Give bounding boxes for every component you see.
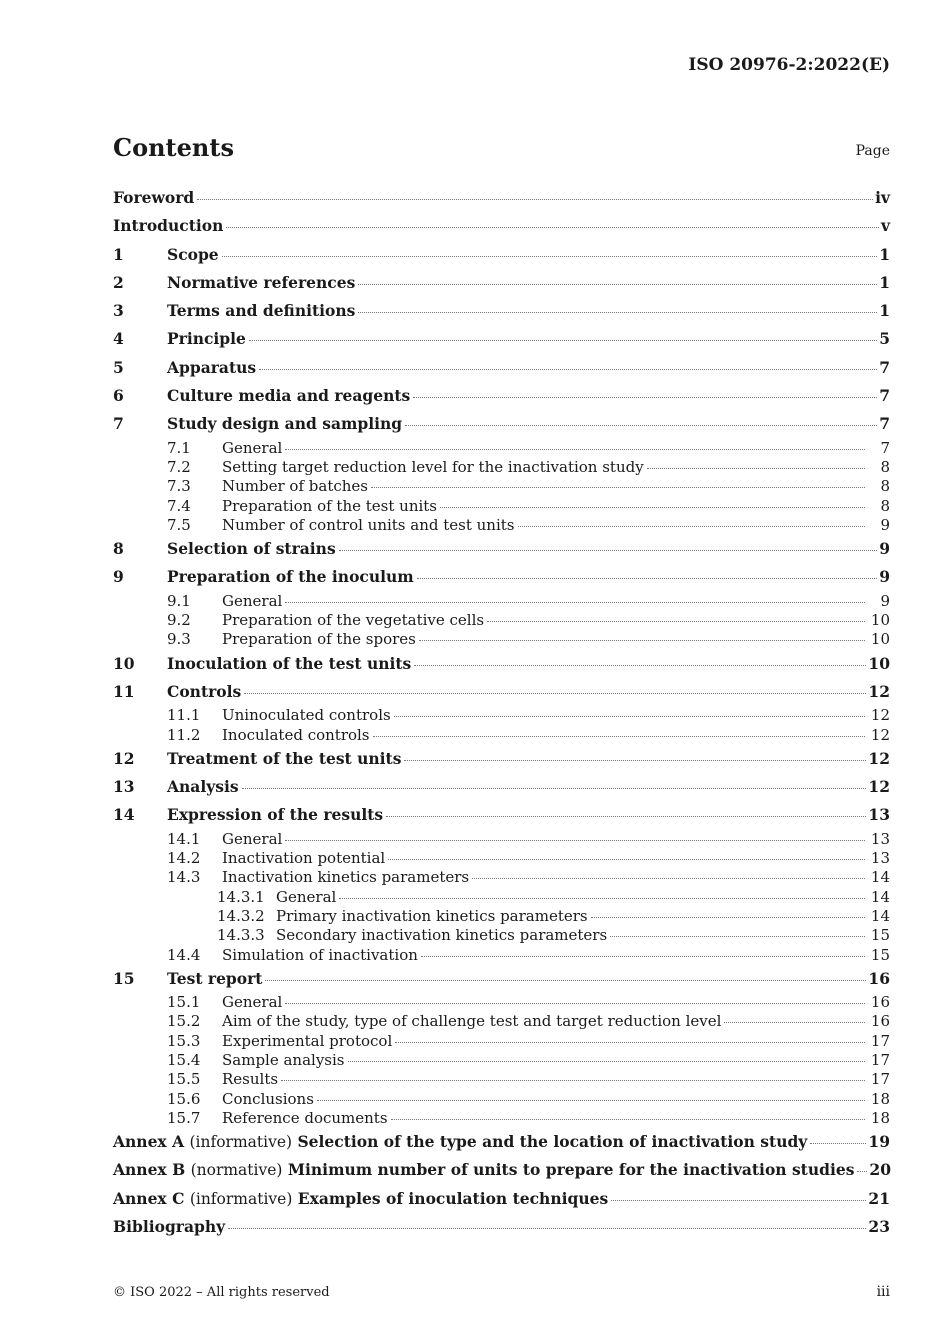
toc-entry-title: Introduction xyxy=(113,216,224,236)
annex-type: (informative) xyxy=(189,1189,293,1208)
toc-entry[interactable] xyxy=(113,297,890,325)
toc-entry-number: 15.7 xyxy=(167,1108,201,1127)
toc-entry-page: 8 xyxy=(880,496,890,515)
toc-entry-page: 7 xyxy=(880,438,890,457)
copyright-notice: © ISO 2022 – All rights reserved xyxy=(113,1285,330,1300)
toc-entry-title: General xyxy=(222,829,283,848)
toc-entry-number: 12 xyxy=(113,748,135,768)
toc-entry-page: 17 xyxy=(870,1070,890,1089)
toc-entry[interactable] xyxy=(113,706,890,725)
toc-entry-title: Controls xyxy=(167,681,242,701)
toc-entry-title: Reference documents xyxy=(222,1108,388,1127)
toc-entry-number: 1 xyxy=(113,244,124,264)
toc-entry-page: 14 xyxy=(870,906,890,925)
toc-entry[interactable] xyxy=(113,926,890,945)
toc-entry-title: General xyxy=(276,887,337,906)
toc-entry-number: 13 xyxy=(113,777,135,797)
toc-entry-number: 7.4 xyxy=(167,496,191,515)
toc-entry[interactable] xyxy=(113,592,890,611)
toc-entry-number: 9 xyxy=(113,567,124,587)
dot-leader xyxy=(265,980,866,981)
toc-entry-title: Examples of inoculation techniques xyxy=(297,1188,609,1208)
dot-leader xyxy=(386,816,866,817)
dot-leader xyxy=(417,578,878,579)
toc-entry-title: Number of batches xyxy=(222,477,368,496)
dot-leader xyxy=(244,693,866,694)
toc-entry[interactable] xyxy=(113,773,890,801)
toc-entry[interactable] xyxy=(113,1109,890,1128)
toc-entry-title: Treatment of the test units xyxy=(167,748,402,768)
toc-entry[interactable] xyxy=(113,1012,890,1031)
dot-leader xyxy=(395,1042,865,1043)
toc-entry-page: 1 xyxy=(879,301,890,321)
toc-entry-title: Analysis xyxy=(167,777,239,797)
toc-entry-number: 11.2 xyxy=(167,725,201,744)
toc-entry-number: 14.3.3 xyxy=(217,926,265,945)
toc-entry[interactable] xyxy=(113,212,890,240)
dot-leader xyxy=(228,1228,866,1229)
toc-entry[interactable] xyxy=(113,1185,890,1213)
toc-entry-number: 14.3.1 xyxy=(217,887,265,906)
toc-entry[interactable] xyxy=(113,946,890,965)
dot-leader xyxy=(394,716,865,717)
dot-leader xyxy=(413,397,877,398)
toc-entry-title: Conclusions xyxy=(222,1089,314,1108)
dot-leader xyxy=(285,449,865,450)
toc-entry-page: 10 xyxy=(868,653,890,673)
toc-entry-number: 3 xyxy=(113,301,124,321)
toc-entry-number: 10 xyxy=(113,653,135,673)
toc-entry-page: 21 xyxy=(868,1188,890,1208)
toc-entry[interactable] xyxy=(113,1128,890,1156)
dot-leader xyxy=(242,788,867,789)
toc-entry-title: Preparation of the vegetative cells xyxy=(222,611,485,630)
dot-leader xyxy=(421,956,865,957)
toc-entry-number: 14.3.2 xyxy=(217,906,265,925)
dot-leader xyxy=(405,425,877,426)
toc-annex-heading xyxy=(113,1156,854,1184)
dot-leader xyxy=(611,1200,866,1201)
toc-entry-title: Study design and sampling xyxy=(167,414,403,434)
toc-entry-number: 6 xyxy=(113,386,124,406)
dot-leader xyxy=(222,256,878,257)
page-title: Contents xyxy=(113,133,234,162)
toc-entry[interactable] xyxy=(113,382,890,410)
dot-leader xyxy=(810,1143,866,1144)
toc-entry[interactable] xyxy=(113,745,890,773)
toc-entry[interactable] xyxy=(113,410,890,438)
toc-entry-page: 8 xyxy=(880,477,890,496)
toc-entry[interactable] xyxy=(113,1070,890,1089)
toc-entry[interactable] xyxy=(113,650,890,678)
toc-entry[interactable] xyxy=(113,563,890,591)
toc-entry-number: 4 xyxy=(113,329,124,349)
toc-entry-page: 7 xyxy=(879,357,890,377)
toc-entry[interactable] xyxy=(113,678,890,706)
toc-entry-page: 13 xyxy=(870,849,890,868)
toc-entry-page: 9 xyxy=(880,515,890,534)
dot-leader xyxy=(317,1100,865,1101)
toc-entry-page: 10 xyxy=(870,611,890,630)
toc-entry-number: 14.4 xyxy=(167,945,201,964)
dot-leader xyxy=(373,736,865,737)
toc-entry[interactable] xyxy=(113,888,890,907)
toc-entry-title: Principle xyxy=(167,329,246,349)
toc-entry-title: Selection of the type and the location of inactivation study xyxy=(297,1132,808,1152)
dot-leader xyxy=(358,284,877,285)
toc-entry-page: 7 xyxy=(879,414,890,434)
toc-entry-title: Inoculation of the test units xyxy=(167,653,412,673)
toc-entry-page: 1 xyxy=(879,244,890,264)
toc-entry[interactable] xyxy=(113,993,890,1012)
dot-leader xyxy=(419,640,865,641)
toc-entry[interactable] xyxy=(113,830,890,849)
annex-label: Annex A xyxy=(113,1132,185,1152)
toc-annex-heading xyxy=(113,1128,807,1156)
dot-leader xyxy=(285,840,865,841)
toc-entry-number: 8 xyxy=(113,539,124,559)
toc-entry-page: 12 xyxy=(868,777,890,797)
toc-entry[interactable] xyxy=(113,630,890,649)
dot-leader xyxy=(391,1119,865,1120)
annex-type: (informative) xyxy=(189,1133,293,1152)
toc-entry-page: 5 xyxy=(879,329,890,349)
toc-entry-page: v xyxy=(880,216,890,236)
toc-entry-title: Setting target reduction level for the inactivation study xyxy=(222,457,644,476)
dot-leader xyxy=(518,526,866,527)
toc-entry-title: Test report xyxy=(167,968,263,988)
toc-entry[interactable] xyxy=(113,354,890,382)
toc-entry-page: 23 xyxy=(868,1217,890,1237)
dot-leader xyxy=(226,227,879,228)
toc-entry[interactable] xyxy=(113,849,890,868)
toc-entry-page: 18 xyxy=(870,1089,890,1108)
dot-leader xyxy=(404,760,866,761)
toc-entry-title: General xyxy=(222,438,283,457)
toc-annex-heading xyxy=(113,1185,608,1213)
toc-entry-number: 7.5 xyxy=(167,515,191,534)
toc-entry-page: 12 xyxy=(868,748,890,768)
dot-leader xyxy=(388,859,865,860)
toc-entry-number: 15 xyxy=(113,968,135,988)
dot-leader xyxy=(281,1080,865,1081)
toc-entry-title: Selection of strains xyxy=(167,539,336,559)
toc-entry-title: Uninoculated controls xyxy=(222,706,391,725)
toc-entry[interactable] xyxy=(113,801,890,829)
toc-entry[interactable] xyxy=(113,1090,890,1109)
toc-entry-title: Culture media and reagents xyxy=(167,386,411,406)
annex-label: Annex C xyxy=(113,1188,185,1208)
toc-entry[interactable] xyxy=(113,535,890,563)
page-column-label: Page xyxy=(855,143,890,159)
toc-entry-page: 16 xyxy=(870,1012,890,1031)
toc-entry-number: 14.2 xyxy=(167,849,201,868)
toc-entry-title: Scope xyxy=(167,244,219,264)
toc-entry-title: Number of control units and test units xyxy=(222,515,515,534)
toc-entry-title: Expression of the results xyxy=(167,805,384,825)
toc-entry[interactable] xyxy=(113,1156,890,1184)
toc-entry-title: Terms and definitions xyxy=(167,301,356,321)
toc-entry-number: 7 xyxy=(113,414,124,434)
toc-entry-page: 9 xyxy=(879,567,890,587)
toc-entry-number: 14.1 xyxy=(167,829,201,848)
toc-entry-number: 9.3 xyxy=(167,630,191,649)
toc-entry-page: 15 xyxy=(870,926,890,945)
dot-leader xyxy=(610,936,865,937)
toc-entry[interactable] xyxy=(113,965,890,993)
toc-entry[interactable] xyxy=(113,439,890,458)
toc-entry-number: 15.3 xyxy=(167,1031,201,1050)
toc-entry-page: 13 xyxy=(870,829,890,848)
toc-entry[interactable] xyxy=(113,184,890,212)
toc-entry-number: 9.2 xyxy=(167,611,191,630)
toc-entry-page: 16 xyxy=(868,968,890,988)
toc-entry-title: Experimental protocol xyxy=(222,1031,393,1050)
toc-entry-page: 10 xyxy=(870,630,890,649)
dot-leader xyxy=(358,312,877,313)
toc-entry-page: 12 xyxy=(870,706,890,725)
dot-leader xyxy=(197,199,873,200)
toc-entry-page: 19 xyxy=(868,1132,890,1152)
toc-entry-page: iv xyxy=(875,188,890,207)
toc-entry-number: 15.2 xyxy=(167,1012,201,1031)
toc-entry-page: 8 xyxy=(880,457,890,476)
toc-entry-title: General xyxy=(222,993,283,1012)
toc-entry-title: Minimum number of units to prepare for the inactivation studies xyxy=(287,1160,855,1180)
toc-entry-number: 15.5 xyxy=(167,1070,201,1089)
dot-leader xyxy=(259,369,877,370)
dot-leader xyxy=(339,550,878,551)
toc-entry-number: 5 xyxy=(113,357,124,377)
toc-entry-title: Sample analysis xyxy=(222,1050,345,1069)
toc-entry-page: 13 xyxy=(868,805,890,825)
dot-leader xyxy=(472,878,865,879)
dot-leader xyxy=(371,487,865,488)
toc-entry-title: Aim of the study, type of challenge test and target reduction level xyxy=(222,1012,722,1031)
toc-entry-number: 11.1 xyxy=(167,706,201,725)
dot-leader xyxy=(724,1022,865,1023)
toc-entry-title: General xyxy=(222,591,283,610)
table-of-contents xyxy=(113,184,890,1241)
toc-entry[interactable] xyxy=(113,497,890,516)
toc-entry[interactable] xyxy=(113,241,890,269)
annex-type: (normative) xyxy=(190,1161,283,1180)
toc-entry-page: 18 xyxy=(870,1108,890,1127)
toc-entry-title: Primary inactivation kinetics parameters xyxy=(276,906,588,925)
dot-leader xyxy=(285,602,865,603)
toc-entry-page: 14 xyxy=(870,868,890,887)
toc-entry-number: 14 xyxy=(113,805,135,825)
toc-entry[interactable] xyxy=(113,477,890,496)
toc-entry-title: Foreword xyxy=(113,188,195,207)
toc-entry-title: Secondary inactivation kinetics parameters xyxy=(276,926,608,945)
toc-entry-title: Preparation of the inoculum xyxy=(167,567,414,587)
page-number: iii xyxy=(876,1284,890,1300)
toc-entry-title: Inactivation kinetics parameters xyxy=(222,868,470,887)
dot-leader xyxy=(285,1003,865,1004)
toc-entry[interactable] xyxy=(113,868,890,887)
toc-entry[interactable] xyxy=(113,269,890,297)
toc-entry-page: 12 xyxy=(868,681,890,701)
toc-entry-title: Preparation of the test units xyxy=(222,496,438,515)
dot-leader xyxy=(414,665,866,666)
toc-entry[interactable] xyxy=(113,726,890,745)
toc-entry-page: 17 xyxy=(870,1031,890,1050)
toc-entry-number: 9.1 xyxy=(167,591,191,610)
toc-entry-page: 7 xyxy=(879,386,890,406)
dot-leader xyxy=(487,621,865,622)
toc-entry[interactable] xyxy=(113,907,890,926)
toc-entry-title: Inactivation potential xyxy=(222,849,386,868)
dot-leader xyxy=(348,1061,866,1062)
toc-entry[interactable] xyxy=(113,1051,890,1070)
toc-entry-page: 16 xyxy=(870,993,890,1012)
dot-leader xyxy=(440,507,865,508)
toc-entry-title: Inoculated controls xyxy=(222,725,370,744)
dot-leader xyxy=(591,917,865,918)
toc-entry[interactable] xyxy=(113,458,890,477)
toc-entry[interactable] xyxy=(113,516,890,535)
dot-leader xyxy=(249,340,877,341)
toc-entry[interactable] xyxy=(113,1032,890,1051)
toc-entry[interactable] xyxy=(113,611,890,630)
dot-leader xyxy=(647,468,865,469)
toc-entry-page: 17 xyxy=(870,1050,890,1069)
toc-entry-number: 7.1 xyxy=(167,438,191,457)
toc-entry-number: 15.4 xyxy=(167,1050,201,1069)
toc-entry[interactable] xyxy=(113,1213,890,1241)
toc-entry-number: 14.3 xyxy=(167,868,201,887)
toc-entry-number: 11 xyxy=(113,681,135,701)
toc-entry-number: 2 xyxy=(113,272,124,292)
toc-entry-title: Simulation of inactivation xyxy=(222,945,418,964)
dot-leader xyxy=(339,898,865,899)
toc-entry-page: 1 xyxy=(879,272,890,292)
toc-entry-number: 15.1 xyxy=(167,993,201,1012)
toc-entry-page: 14 xyxy=(870,887,890,906)
toc-entry-page: 15 xyxy=(870,945,890,964)
document-id: ISO 20976-2:2022(E) xyxy=(688,55,890,75)
toc-entry-title: Bibliography xyxy=(113,1217,226,1237)
dot-leader xyxy=(857,1171,867,1172)
toc-entry-title: Apparatus xyxy=(167,357,257,377)
toc-entry-title: Results xyxy=(222,1070,279,1089)
toc-entry-page: 20 xyxy=(869,1160,891,1180)
toc-entry-number: 7.2 xyxy=(167,457,191,476)
toc-entry-title: Preparation of the spores xyxy=(222,630,416,649)
toc-entry-page: 9 xyxy=(880,591,890,610)
toc-entry-title: Normative references xyxy=(167,272,356,292)
toc-entry-number: 7.3 xyxy=(167,477,191,496)
toc-entry-page: 12 xyxy=(870,725,890,744)
toc-entry-number: 15.6 xyxy=(167,1089,201,1108)
toc-entry-page: 9 xyxy=(879,539,890,559)
annex-label: Annex B xyxy=(113,1160,186,1180)
toc-entry[interactable] xyxy=(113,325,890,353)
